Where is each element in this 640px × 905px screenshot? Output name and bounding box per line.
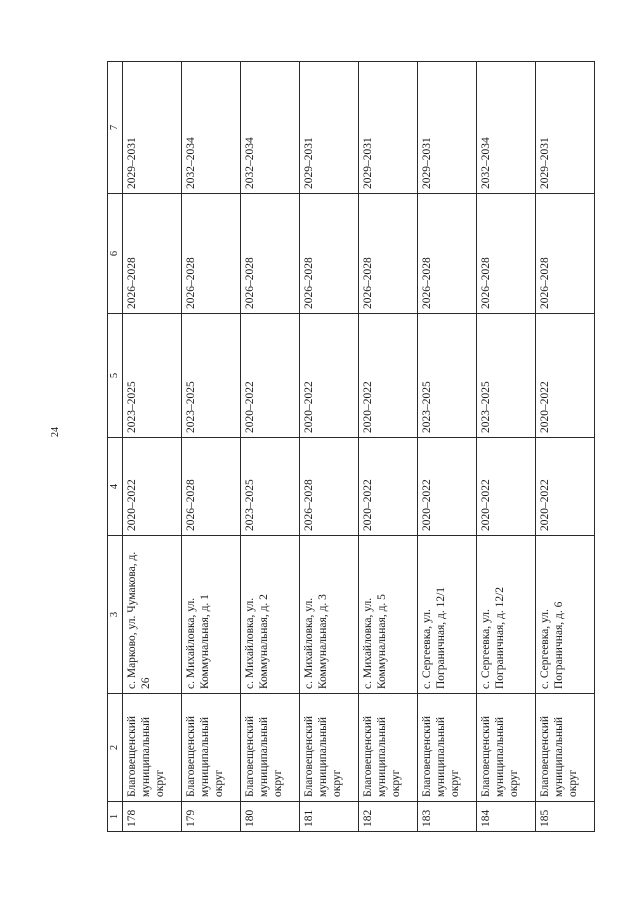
period-cell: 2026–2028 bbox=[300, 194, 359, 314]
district-cell: Благовещенский муниципальный округ bbox=[241, 694, 300, 802]
address-cell: с. Сергеевка, ул. Пограничная, д. 6 bbox=[536, 536, 595, 694]
address-cell: с. Михайловка, ул. Коммунальная, д. 5 bbox=[359, 536, 418, 694]
period-cell: 2026–2028 bbox=[300, 438, 359, 536]
table-row bbox=[359, 62, 418, 832]
district-cell: Благовещенский муниципальный округ bbox=[123, 694, 182, 802]
period-cell: 2032–2034 bbox=[182, 62, 241, 194]
row-number: 183 bbox=[418, 802, 477, 832]
column-header: 4 bbox=[108, 438, 123, 536]
row-number: 185 bbox=[536, 802, 595, 832]
rotated-table bbox=[107, 62, 587, 832]
address-cell: с. Марково, ул. Чумакова, д. 26 bbox=[123, 536, 182, 694]
table-row bbox=[182, 62, 241, 832]
period-cell: 2026–2028 bbox=[123, 194, 182, 314]
column-header: 1 bbox=[108, 802, 123, 832]
district-cell: Благовещенский муниципальный округ bbox=[477, 694, 536, 802]
period-cell: 2020–2022 bbox=[536, 314, 595, 438]
table-row bbox=[123, 62, 182, 832]
period-cell: 2029–2031 bbox=[418, 62, 477, 194]
district-cell: Благовещенский муниципальный округ bbox=[359, 694, 418, 802]
district-cell: Благовещенский муниципальный округ bbox=[418, 694, 477, 802]
address-cell: с. Сергеевка, ул. Пограничная, д. 12/2 bbox=[477, 536, 536, 694]
period-cell: 2020–2022 bbox=[359, 438, 418, 536]
row-number: 180 bbox=[241, 802, 300, 832]
column-header: 6 bbox=[108, 194, 123, 314]
period-cell: 2026–2028 bbox=[182, 438, 241, 536]
header-row bbox=[108, 62, 123, 832]
period-cell: 2032–2034 bbox=[241, 62, 300, 194]
address-cell: с. Сергеевка, ул. Пограничная, д. 12/1 bbox=[418, 536, 477, 694]
column-header: 7 bbox=[108, 62, 123, 194]
table-row bbox=[241, 62, 300, 832]
address-cell: с. Михайловка, ул. Коммунальная, д. 2 bbox=[241, 536, 300, 694]
row-number: 184 bbox=[477, 802, 536, 832]
address-cell: с. Михайловка, ул. Коммунальная, д. 1 bbox=[182, 536, 241, 694]
period-cell: 2026–2028 bbox=[477, 194, 536, 314]
period-cell: 2032–2034 bbox=[477, 62, 536, 194]
table-container bbox=[107, 62, 587, 832]
page-number: 24 bbox=[50, 427, 61, 437]
table-row bbox=[477, 62, 536, 832]
table-row bbox=[300, 62, 359, 832]
district-cell: Благовещенский муниципальный округ bbox=[536, 694, 595, 802]
row-number: 178 bbox=[123, 802, 182, 832]
period-cell: 2029–2031 bbox=[536, 62, 595, 194]
period-cell: 2026–2028 bbox=[418, 194, 477, 314]
address-cell: с. Михайловка, ул. Коммунальная, д. 3 bbox=[300, 536, 359, 694]
period-cell: 2020–2022 bbox=[359, 314, 418, 438]
period-cell: 2026–2028 bbox=[241, 194, 300, 314]
column-header: 3 bbox=[108, 536, 123, 694]
column-header: 2 bbox=[108, 694, 123, 802]
row-number: 179 bbox=[182, 802, 241, 832]
period-cell: 2029–2031 bbox=[359, 62, 418, 194]
period-cell: 2020–2022 bbox=[300, 314, 359, 438]
period-cell: 2020–2022 bbox=[536, 438, 595, 536]
period-cell: 2020–2022 bbox=[123, 438, 182, 536]
table-row bbox=[536, 62, 595, 832]
period-cell: 2023–2025 bbox=[123, 314, 182, 438]
row-number: 181 bbox=[300, 802, 359, 832]
table-row bbox=[418, 62, 477, 832]
period-cell: 2023–2025 bbox=[241, 438, 300, 536]
period-cell: 2020–2022 bbox=[477, 438, 536, 536]
period-cell: 2020–2022 bbox=[241, 314, 300, 438]
district-cell: Благовещенский муниципальный округ bbox=[182, 694, 241, 802]
district-cell: Благовещенский муниципальный округ bbox=[300, 694, 359, 802]
period-cell: 2026–2028 bbox=[182, 194, 241, 314]
column-header: 5 bbox=[108, 314, 123, 438]
period-cell: 2029–2031 bbox=[123, 62, 182, 194]
row-number: 182 bbox=[359, 802, 418, 832]
housing-schedule-table bbox=[107, 61, 595, 832]
period-cell: 2023–2025 bbox=[418, 314, 477, 438]
period-cell: 2023–2025 bbox=[477, 314, 536, 438]
period-cell: 2026–2028 bbox=[359, 194, 418, 314]
period-cell: 2029–2031 bbox=[300, 62, 359, 194]
period-cell: 2026–2028 bbox=[536, 194, 595, 314]
period-cell: 2023–2025 bbox=[182, 314, 241, 438]
period-cell: 2020–2022 bbox=[418, 438, 477, 536]
